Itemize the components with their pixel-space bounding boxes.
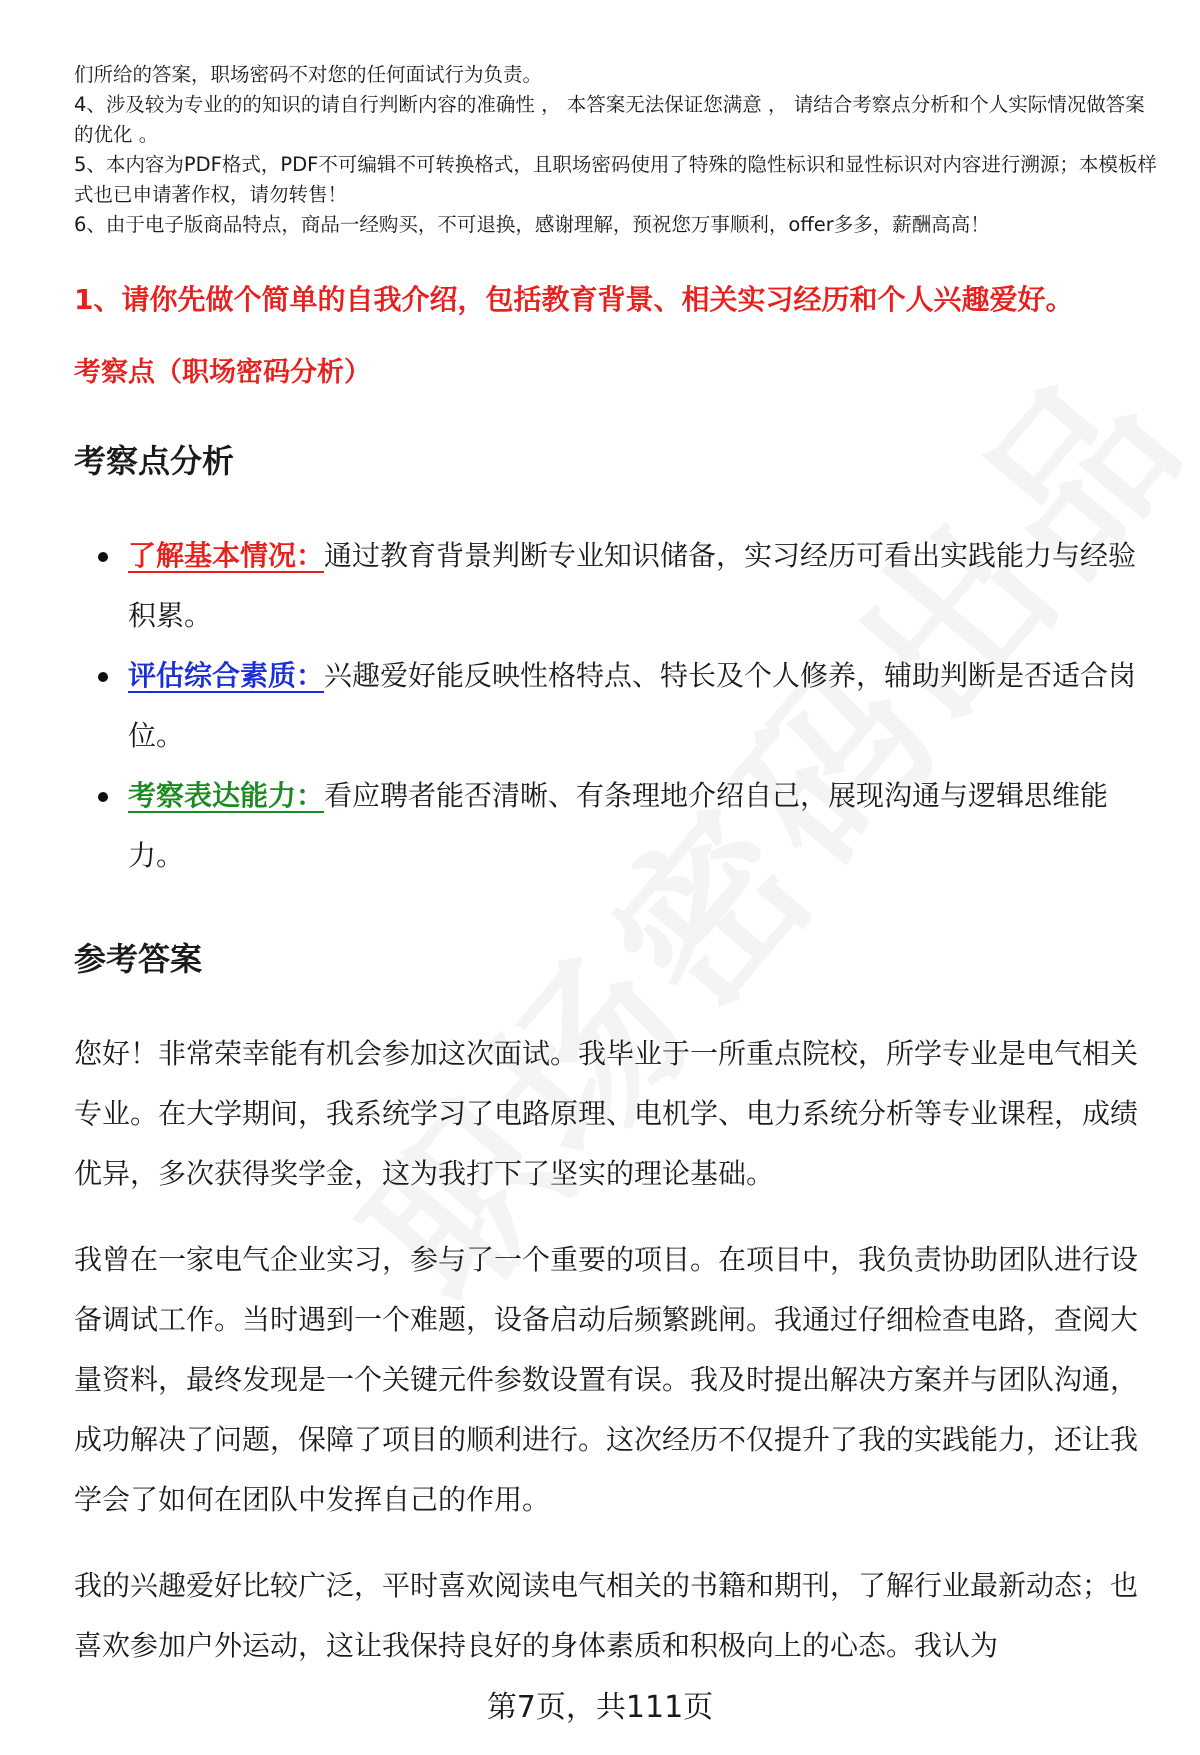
analysis-item [74,526,1144,646]
answer-heading: 参考答案 [74,940,203,978]
bullet-dot-icon [98,792,108,802]
analysis-item [74,646,1144,766]
page-number: 第7页，共111页 [486,1690,714,1725]
notice-line: 6、由于电子版商品特点，商品一经购买，不可退换，感谢理解，预祝您万事顺利，offer多多，薪酬高高！ [74,213,990,236]
analysis-list [74,526,1144,886]
bullet-dot-icon [98,552,108,562]
analysis-item-text: 兴趣爱好能反映性格特点、特长及个人修养，辅助判断是否适合岗位。 [128,659,1137,752]
bullet-dot-icon [98,672,108,682]
analysis-item-text: 通过教育背景判断专业知识储备，实习经历可看出实践能力与经验积累。 [128,539,1137,632]
notice-line: 们所给的答案，职场密码不对您的任何面试行为负责。 [74,63,543,86]
analysis-item-text: 看应聘者能否清晰、有条理地介绍自己，展现沟通与逻辑思维能力。 [128,779,1109,872]
analysis-subheading: 考察点（职场密码分析） [74,357,371,388]
analysis-heading: 考察点分析 [74,442,235,480]
disclaimer-notice [74,60,1164,240]
answer-paragraph: 我曾在一家电气企业实习，参与了一个重要的项目。在项目中，我负责协助团队进行设备调试工作。当时遇到一个难题，设备启动后频繁跳闸。我通过仔细检查电路，查阅大量资料，最终发现是一个关键元件参数设置有误。我及时提出解决方案并与团队沟通，成功解决了问题，保障了项目的顺利进行。这次经历不仅提升了我的实践能力，还让我学会了如何在团队中发挥自己的作用。 [74,1243,1139,1516]
answer-paragraph: 您好！非常荣幸能有机会参加这次面试。我毕业于一所重点院校，所学专业是电气相关专业。在大学期间，我系统学习了电路原理、电机学、电力系统分析等专业课程，成绩优异，多次获得奖学金，这为我打下了坚实的理论基础。 [74,1037,1139,1190]
analysis-item-label: 了解基本情况： [128,539,325,572]
notice-line: 5、本内容为PDF格式，PDF不可编辑不可转换格式，且职场密码使用了特殊的隐性标识和显性标识对内容进行溯源；本模板样式也已申请著作权，请勿转售！ [74,153,1157,206]
analysis-item-label: 评估综合素质： [128,659,325,692]
answer-paragraph: 我的兴趣爱好比较广泛，平时喜欢阅读电气相关的书籍和期刊，了解行业最新动态；也喜欢参加户外运动，这让我保持良好的身体素质和积极向上的心态。我认为 [74,1569,1139,1662]
analysis-item [74,766,1144,886]
question-title: 1、请你先做个简单的自我介绍，包括教育背景、相关实习经历和个人兴趣爱好。 [74,283,1074,316]
analysis-item-label: 考察表达能力： [128,779,325,812]
notice-line: 4、涉及较为专业的的知识的请自行判断内容的准确性 ， 本答案无法保证您满意 ， 请结合考察点分析和个人实际情况做答案的优化 。 [74,93,1145,146]
